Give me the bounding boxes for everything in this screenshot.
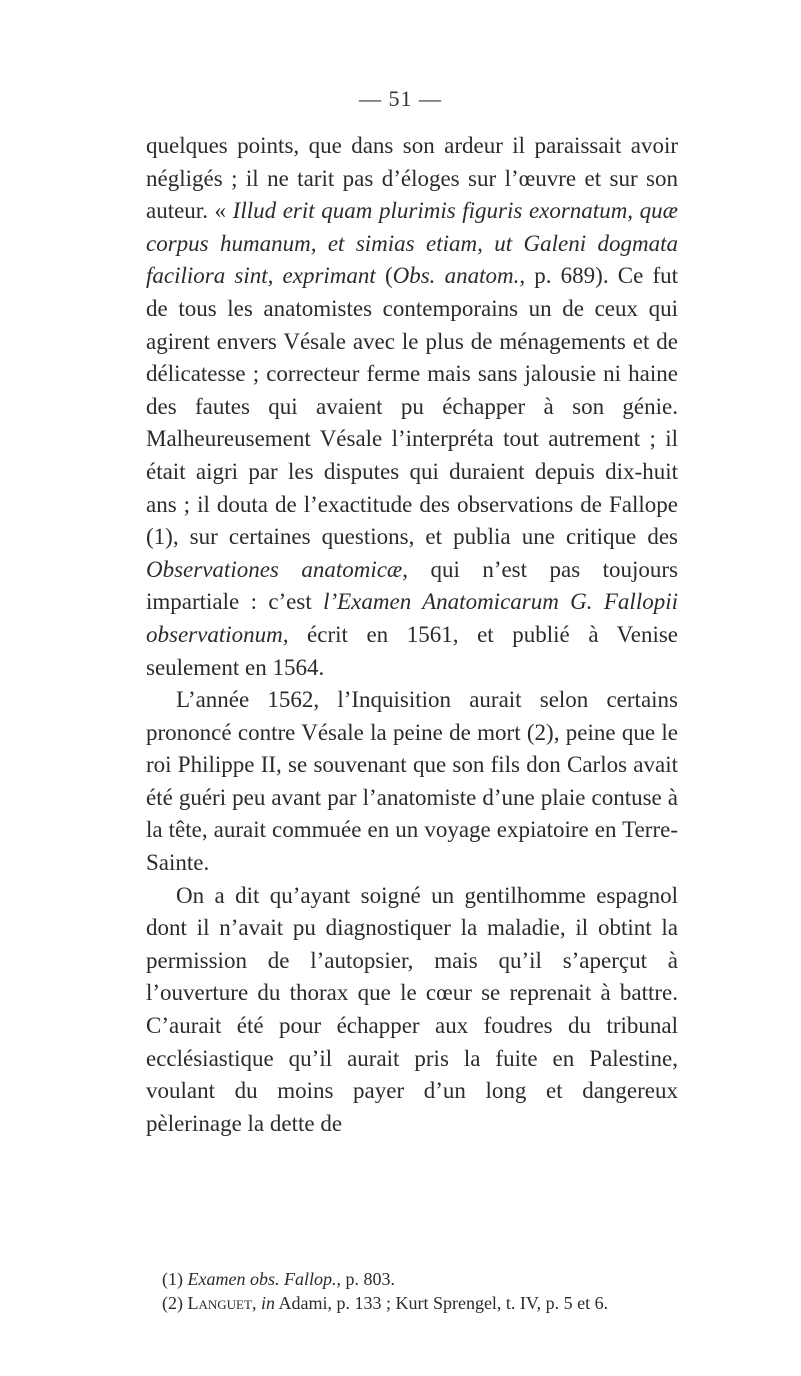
text-run: qui n’est pas toujours impartiale : c’est xyxy=(146,556,678,615)
footnotes xyxy=(162,1267,682,1315)
italic-text: l’Examen Anatomicarum G. Fallopii observationum, xyxy=(146,589,678,647)
italic-text: Obs. anatom. xyxy=(392,263,520,289)
text-run: ( xyxy=(375,263,393,289)
text-run: On a dit qu’ayant soigné un gentilhomme espagnol dont il n’avait pu diagnostiquer la maladie, il obtint la permission de l’autopsier, mais qu’il s’aperçut à l’ouverture du thorax que le cœur se reprenait à battre. C’aurait été pour échapper aux foudres du tribunal ecclésiastique qu’il aurait pris la fuite en Palestine, voulant du moins payer d’un long et dangereux pèlerinage la dette de xyxy=(146,882,678,1136)
text-run: (2) xyxy=(162,1293,188,1313)
footnote xyxy=(162,1291,682,1315)
text-run: , xyxy=(251,1293,261,1313)
text-run: écrit en 1561, et publié à Venise seulement en 1564. xyxy=(146,621,678,680)
footnote xyxy=(162,1267,682,1291)
italic-text: Illud erit quam plurimis figuris exornatum, quæ corpus humanum, et simias etiam, ut Galeni dogmata faciliora sint, exprimant xyxy=(146,198,679,289)
small-caps-text: Languet xyxy=(187,1293,252,1313)
text-run: quelques points, que dans son ardeur il paraissait avoir négligés ; il ne tarit pas d’éloges sur l’œuvre et sur son auteur. « xyxy=(146,133,678,224)
text-run: , p. 689). Ce fut de tous les anatomistes contemporains un de ceux qui agirent envers Vésale avec le plus de ménagements et de délicatesse ; correcteur ferme mais sans jalousie ni haine des fautes qui avaient pu échapper à son génie. Malheureusement Vésale l’interpréta tout autrement ; il était aigri par les disputes qui duraient depuis dix-huit ans ; il douta de l’exactitude des observations de Fallope (1), sur certaines questions, et publia une critique des xyxy=(146,263,678,550)
paragraph xyxy=(146,684,678,880)
text-run: L’année 1562, l’Inquisition aurait selon certains prononcé contre Vésale la peine de mort (2), peine que le roi Philippe II, se souvenant que son fils don Carlos avait été guéri peu avant par l’anatomiste d’une plaie contuse à la tête, aurait commuée en un voyage expiatoire en Terre-Sainte. xyxy=(146,687,678,876)
body-text xyxy=(146,130,678,1140)
paragraph xyxy=(146,130,678,684)
text-run: (1) xyxy=(162,1269,188,1289)
italic-text: Observationes anatomicæ, xyxy=(146,556,409,582)
page-number-header: — 51 — xyxy=(359,86,442,111)
italic-text: in xyxy=(260,1293,275,1313)
paragraph xyxy=(146,880,678,1141)
text-run: , p. 803. xyxy=(336,1269,395,1289)
italic-text: Examen obs. Fallop. xyxy=(187,1269,337,1289)
text-run: Adami, p. 133 ; Kurt Sprengel, t. IV, p. 5 et 6. xyxy=(274,1293,609,1313)
